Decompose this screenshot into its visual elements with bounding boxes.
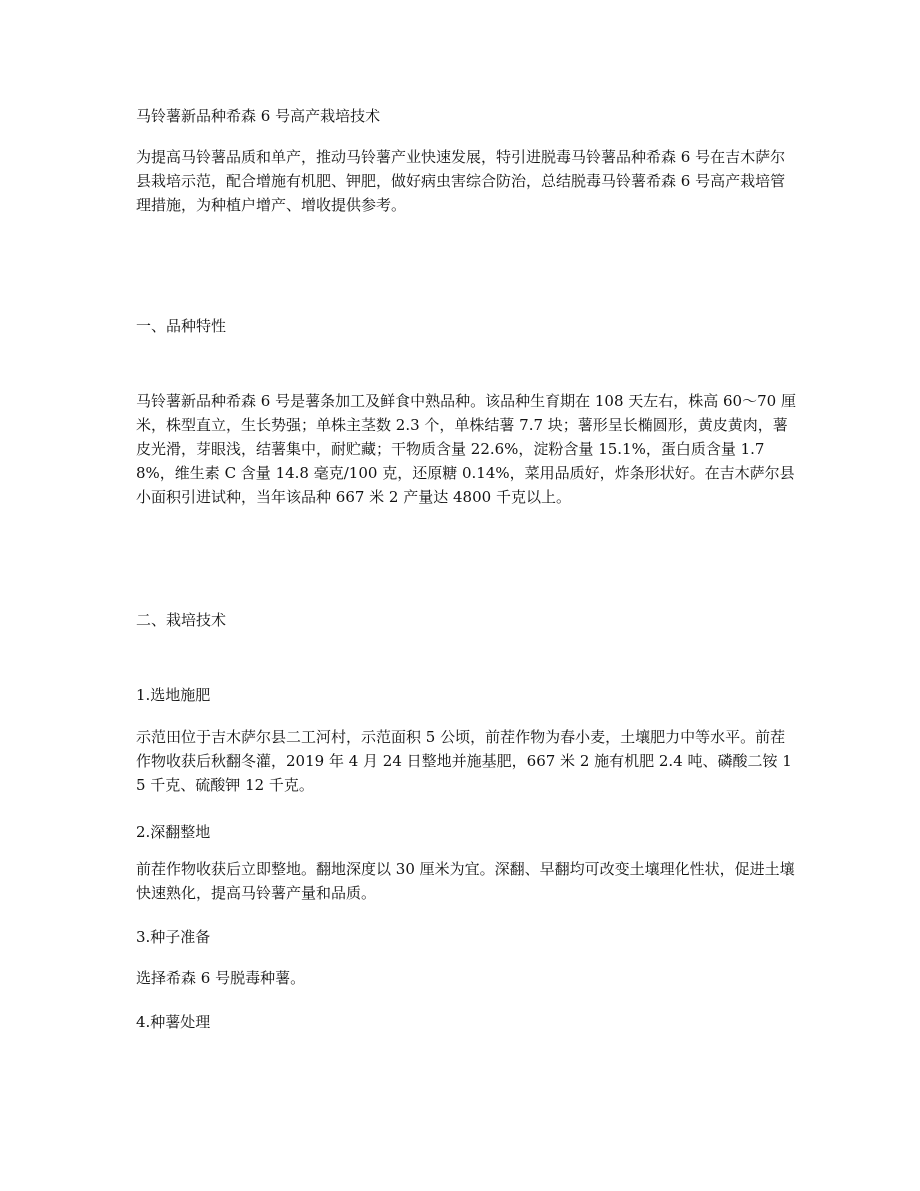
deep-plowing-paragraph: 前茬作物收获后立即整地。翻地深度以 30 厘米为宜。深翻、早翻均可改变土壤理化性状，促进土壤快速熟化，提高马铃薯产量和品质。 bbox=[136, 860, 795, 902]
intro-paragraph: 为提高马铃薯品质和单产，推动马铃薯产业快速发展，特引进脱毒马铃薯品种希森 6 号在吉木萨尔县栽培示范，配合增施有机肥、钾肥，做好病虫害综合防治，总结脱毒马铃薯希森 6 号高产栽培管理措施，为种植户增产、增收提供参考。 bbox=[136, 148, 786, 214]
variety-characteristics-paragraph: 马铃薯新品种希森 6 号是薯条加工及鲜食中熟品种。该品种生育期在 108 天左右，株高 60～70 厘米，株型直立，生长势强；单株主茎数 2.3 个，单株结薯 7.7 块；薯形呈长椭圆形，黄皮黄肉，薯皮光滑，芽眼浅，结薯集中，耐贮藏；干物质含量 22.6%，淀粉含量 15.1%，蛋白质含量 1.78%，维生素 C 含量 14.8 毫克/100 克，还原糖 0.14%，菜用品质好，炸条形状好。在吉木萨尔县小面积引进试种，当年该品种 667 米 2 产量达 4800 千克以上。 bbox=[136, 392, 796, 506]
section-heading-variety-characteristics: 一、品种特性 bbox=[136, 317, 227, 335]
document-title: 马铃薯新品种希森 6 号高产栽培技术 bbox=[136, 107, 381, 125]
subheading-deep-plowing: 2.深翻整地 bbox=[136, 823, 211, 841]
site-fertilization-paragraph: 示范田位于吉木萨尔县二工河村，示范面积 5 公顷，前茬作物为春小麦，土壤肥力中等水平。前茬作物收获后秋翻冬灌，2019 年 4 月 24 日整地并施基肥，667 米 2 施有机肥 2.4 吨、磷酸二铵 15 千克、硫酸钾 12 千克。 bbox=[136, 728, 792, 794]
seed-preparation-paragraph: 选择希森 6 号脱毒种薯。 bbox=[136, 969, 306, 987]
section-heading-cultivation-technique: 二、栽培技术 bbox=[136, 611, 227, 629]
subheading-seed-tuber-treatment: 4.种薯处理 bbox=[136, 1013, 211, 1031]
subheading-site-fertilization: 1.选地施肥 bbox=[136, 686, 211, 704]
subheading-seed-preparation: 3.种子准备 bbox=[136, 928, 211, 946]
